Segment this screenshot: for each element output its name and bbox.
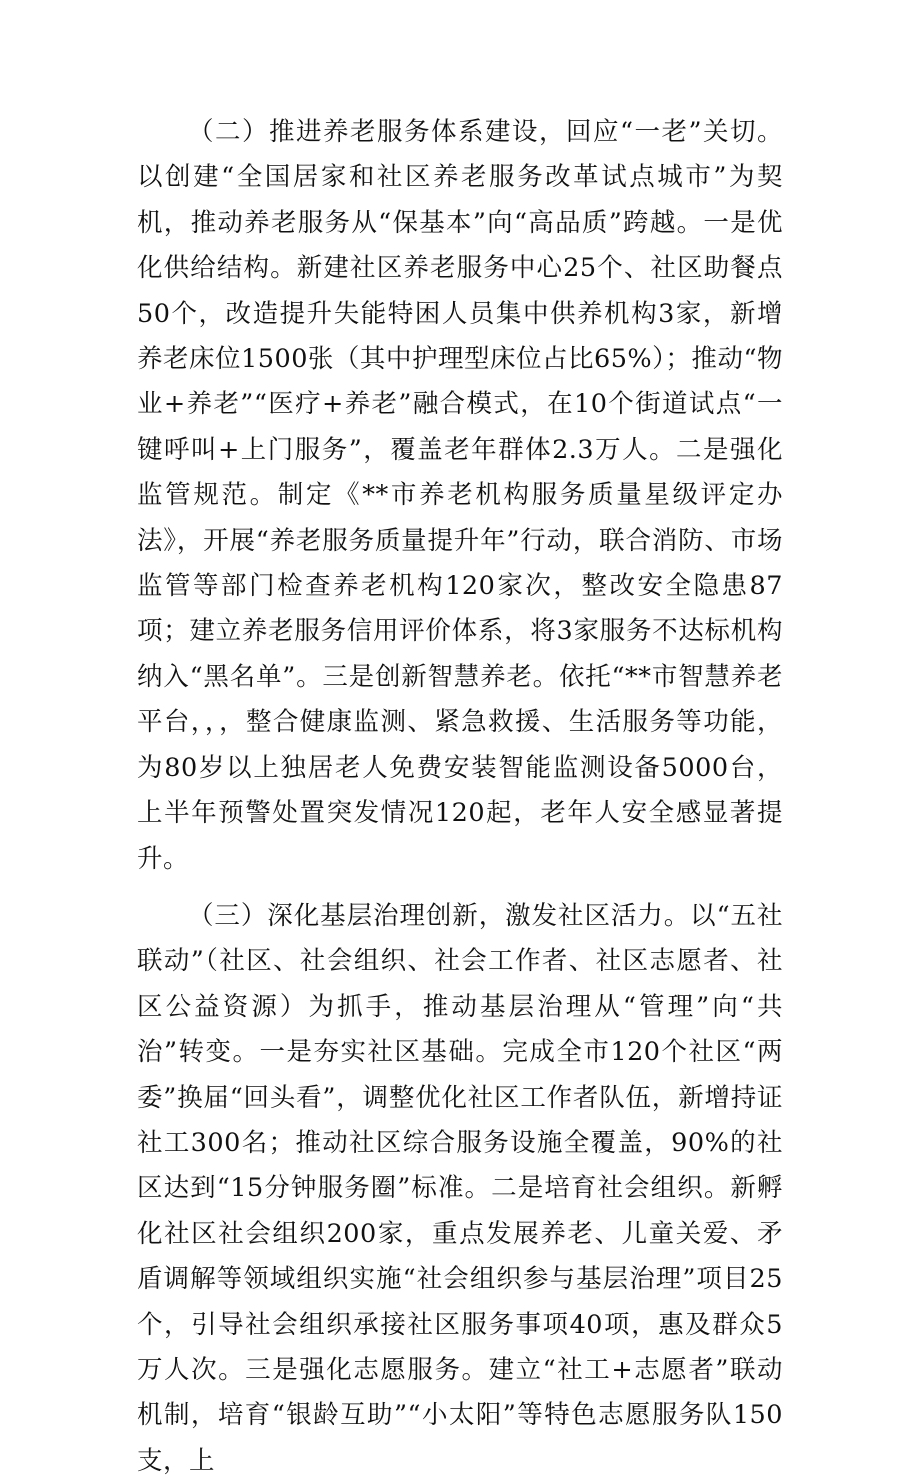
paragraph-grassroots-governance: （三）深化基层治理创新，激发社区活力。以“五社联动”（社区、社会组织、社会工作者、社区志愿者、社区公益资源）为抓手，推动基层治理从“管理”向“共治”转变。一是夯实社区基础。完成全市120个社区“两委”换届“回头看”，调整优化社区工作者队伍，新增持证社工300名；推动社区综合服务设施全覆盖，90%的社区达到“15分钟服务圈”标准。二是培育社会组织。新孵化社区社会组织200家，重点发展养老、儿童关爱、矛盾调解等领域组织实施“社会组织参与基层治理”项目25个，引导社会组织承接社区服务事项40项，惠及群众5万人次。三是强化志愿服务。建立“社工+志愿者”联动机制，培育“银龄互助”“小太阳”等特色志愿服务队150支，上 xyxy=(137,900,783,1476)
paragraph-elderly-care: （二）推进养老服务体系建设，回应“一老”关切。以创建“全国居家和社区养老服务改革试点城市”为契机，推动养老服务从“保基本”向“高品质”跨越。一是优化供给结构。新建社区养老服务中心25个、社区助餐点50个，改造提升失能特困人员集中供养机构3家，新增养老床位1500张（其中护理型床位占比65%）；推动“物业+养老”“医疗+养老”融合模式，在10个街道试点“一键呼叫+上门服务”，覆盖老年群体2.3万人。二是强化监管规范。制定《**市养老机构服务质量星级评定办法》，开展“养老服务质量提升年”行动，联合消防、市场监管等部门检查养老机构120家次，整改安全隐患87项；建立养老服务信用评价体系，将3家服务不达标机构纳入“黑名单”。三是创新智慧养老。依托“**市智慧养老平台，，，整合健康监测、紧急救援、生活服务等功能，为80岁以上独居老人免费安装智能监测设备5000台，上半年预警处置突发情况120起，老年人安全感显著提升。 xyxy=(137,117,783,874)
